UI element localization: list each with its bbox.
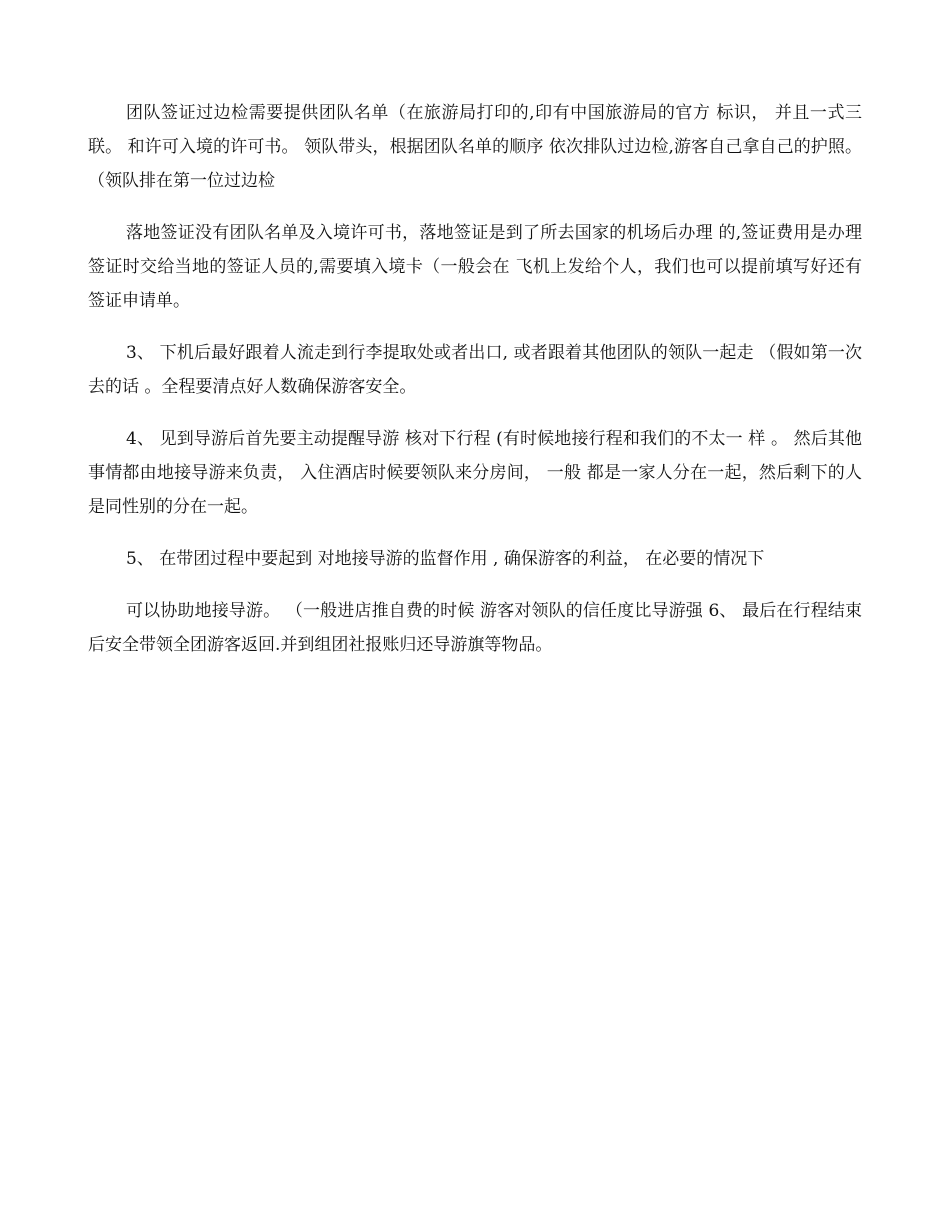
- paragraph-step-5: 5、 在带团过程中要起到 对地接导游的监督作用 , 确保游客的利益， 在必要的情况下: [126, 549, 765, 569]
- paragraph-team-visa: 团队签证过边检需要提供团队名单（在旅游局打印的,印有中国旅游局的官方 标识， 并且一式三联。 和许可入境的许可书。 领队带头，根据团队名单的顺序 依次排队过边检,游客自己拿自己的护照。 （领队排在第一位过边检: [88, 103, 862, 191]
- document-body: [88, 96, 862, 680]
- paragraph-step-5-continued: 可以协助地接导游。 （一般进店推自费的时候 游客对领队的信任度比导游强 6、 最后在行程结束后安全带领全团游客返回.并到组团社报账归还导游旗等物品。: [88, 601, 862, 655]
- paragraph-landing-visa: 落地签证没有团队名单及入境许可书，落地签证是到了所去国家的机场后办理 的,签证费用是办理签证时交给当地的签证人员的,需要填入境卡（一般会在 飞机上发给个人，我们也可以提前填写好还有签证申请单。: [88, 223, 862, 311]
- paragraph-step-4: 4、 见到导游后首先要主动提醒导游 核对下行程 (有时候地接行程和我们的不太一 样 。 然后其他事情都由地接导游来负责， 入住酒店时候要领队来分房间， 一般 都是一家人分在一起，然后剩下的人是同性别的分在一起。: [88, 429, 862, 517]
- paragraph-step-3: 3、 下机后最好跟着人流走到行李提取处或者出口, 或者跟着其他团队的领队一起走 （假如第一次去的话 。全程要清点好人数确保游客安全。: [88, 343, 862, 397]
